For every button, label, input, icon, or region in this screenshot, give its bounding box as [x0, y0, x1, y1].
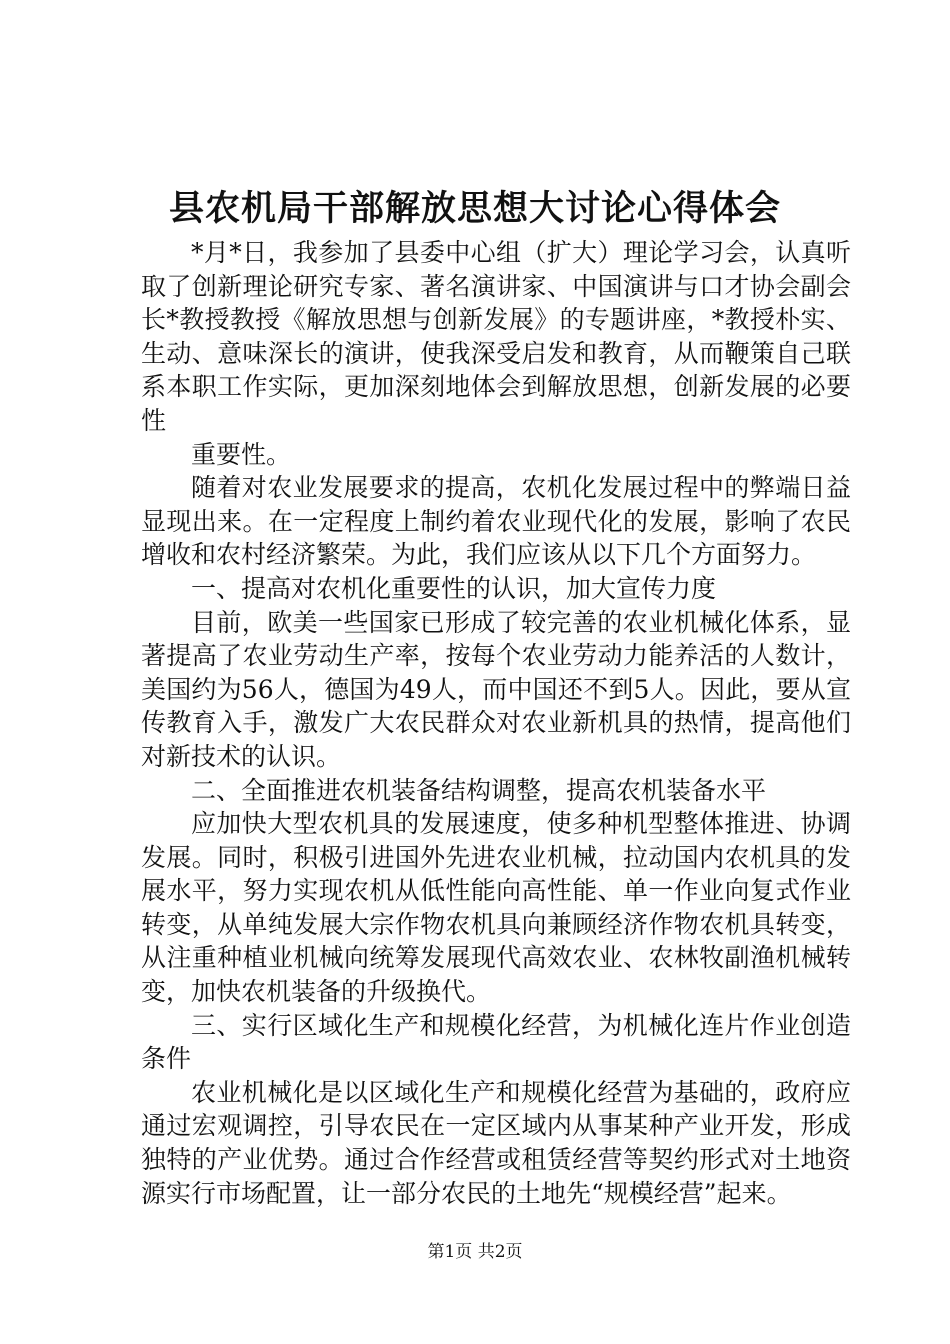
paragraph-intro: *月*日，我参加了县委中心组（扩大）理论学习会，认真听取了创新理论研究专家、著名演讲家、中国演讲与口才协会副会长*教授教授《解放思想与创新发展》的专题讲座，*教授朴实、生动、意味深长的演讲，使我深受启发和教育，从而鞭策自己联系本职工作实际，更加深刻地体会到解放思想，创新发展的必要性	[141, 238, 851, 435]
section-heading-3: 三、实行区域化生产和规模化经营，为机械化连片作业创造条件	[141, 1010, 851, 1074]
paragraph-background: 随着对农业发展要求的提高，农机化发展过程中的弊端日益显现出来。在一定程度上制约着农业现代化的发展，影响了农民增收和农村经济繁荣。为此，我们应该从以下几个方面努力。	[141, 473, 851, 570]
document-body	[141, 236, 851, 1210]
section-heading-1: 一、提高对农机化重要性的认识，加大宣传力度	[191, 573, 717, 603]
document-title: 县农机局干部解放思想大讨论心得体会	[168, 188, 781, 229]
section-heading-2: 二、全面推进农机装备结构调整，提高农机装备水平	[191, 775, 767, 805]
paragraph-section-1: 目前，欧美一些国家已形成了较完善的农业机械化体系，显著提高了农业劳动生产率，按每个农业劳动力能养活的人数计，美国约为56人，德国为49人，而中国还不到5人。因此，要从宣传教育入手，激发广大农民群众对农业新机具的热情，提高他们对新技术的认识。	[141, 607, 851, 771]
paragraph-section-2: 应加快大型农机具的发展速度，使多种机型整体推进、协调发展。同时，积极引进国外先进农业机械，拉动国内农机具的发展水平，努力实现农机从低性能向高性能、单一作业向复式作业转变，从单纯发展大宗作物农机具向兼顾经济作物农机具转变，从注重种植业机械向统筹发展现代高效农业、农林牧副渔机械转变，加快农机装备的升级换代。	[141, 809, 851, 1007]
paragraph-section-3: 农业机械化是以区域化生产和规模化经营为基础的，政府应通过宏观调控，引导农民在一定区域内从事某种产业开发，形成独特的产业优势。通过合作经营或租赁经营等契约形式对土地资源实行市场配置，让一部分农民的土地先“规模经营”起来。	[141, 1077, 851, 1208]
paragraph-importance: 重要性。	[191, 439, 292, 469]
page-footer: 第1页 共2页	[427, 1242, 523, 1262]
